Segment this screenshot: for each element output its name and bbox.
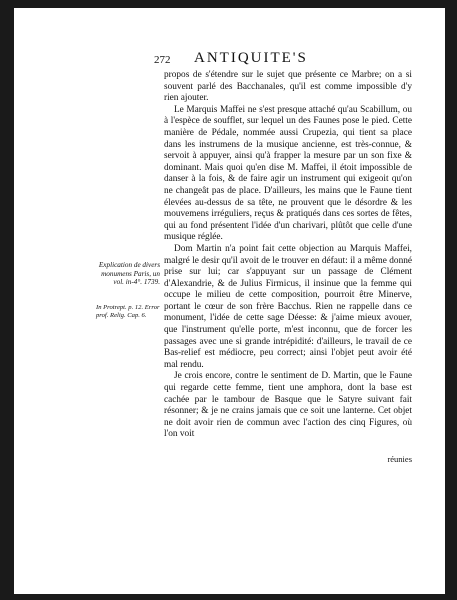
main-text	[164, 70, 412, 441]
margin-note-citation: In Protrept. p. 12. Error prof. Relig. Cap. 6.	[96, 304, 160, 320]
paragraph-4: Je crois encore, contre le sentiment de D. Martin, que le Faune qui regarde cette femme, tient une amphora, dont la base est cachée par le tambour de Basque que le Satyre suivant fait résonner; & je ne crains jamais que ce soit une lanterne. Cet objet ne doit avoir rien de commun avec l'action des cinq Figures, où l'on voit	[164, 371, 412, 440]
catchword: réunies	[387, 454, 412, 464]
margin-note-reference: Explication de divers monumens Paris, un vol. in-4°. 1739.	[98, 261, 160, 287]
paragraph-1: propos de s'étendre sur le sujet que présente ce Marbre; on a si souvent parlé des Bacchanales, qu'il est comme impossible d'y rien ajouter.	[164, 70, 412, 104]
page-header	[154, 50, 414, 70]
page-number: 272	[154, 54, 171, 66]
paragraph-3: Dom Martin n'a point fait cette objection au Marquis Maffei, malgré le desir qu'il avoit de le trouver en défaut: il a même donné prise sur lui; car s'appuyant sur un passage de Clément d'Alexandrie, & de Julius Firmicus, il insinue que la femme qui occupe le milieu de cette composition, pourroit être Minerve, portant le cœur de son frère Bacchus. Rien ne rappelle dans ce monument, l'idée de cette sage Déesse: & j'aime mieux avouer, que l'instrument qu'elle porte, m'est inconnu, que de forcer les passages avec une si grande intrépidité: d'ailleurs, le travail de ce Bas-relief est médiocre, peu correct; ainsi l'objet peut avoir été mal rendu.	[164, 243, 412, 370]
book-page	[14, 8, 445, 594]
paragraph-2: Le Marquis Maffei ne s'est presque attaché qu'au Scabillum, ou à l'espèce de soufflet, sur lequel un des Faunes pose le pied. Cette manière de Pédale, nommée aussi Crupezia, qui tient sa place dans les instrumens de la musique ancienne, est très-connue, & servoit à appuyer, ainsi qu'à frapper la mesure par un son fixe & dominant. Mais quoi qu'en dise M. Maffei, il étoit impossible de danser à la fois, & de faire agir un instrument qui exigeoit qu'on ne changeât pas de place. D'ailleurs, les mains que le Faune tient élevées au-dessus de sa tête, ne prouvent que le désordre & les mouvemens irréguliers, reçus & pratiqués dans ces sortes de fêtes, qui au fond présentent l'idée d'un charivari, plûtôt que celle d'une musique réglée.	[164, 104, 412, 243]
running-title: ANTIQUITE'S	[194, 50, 308, 66]
